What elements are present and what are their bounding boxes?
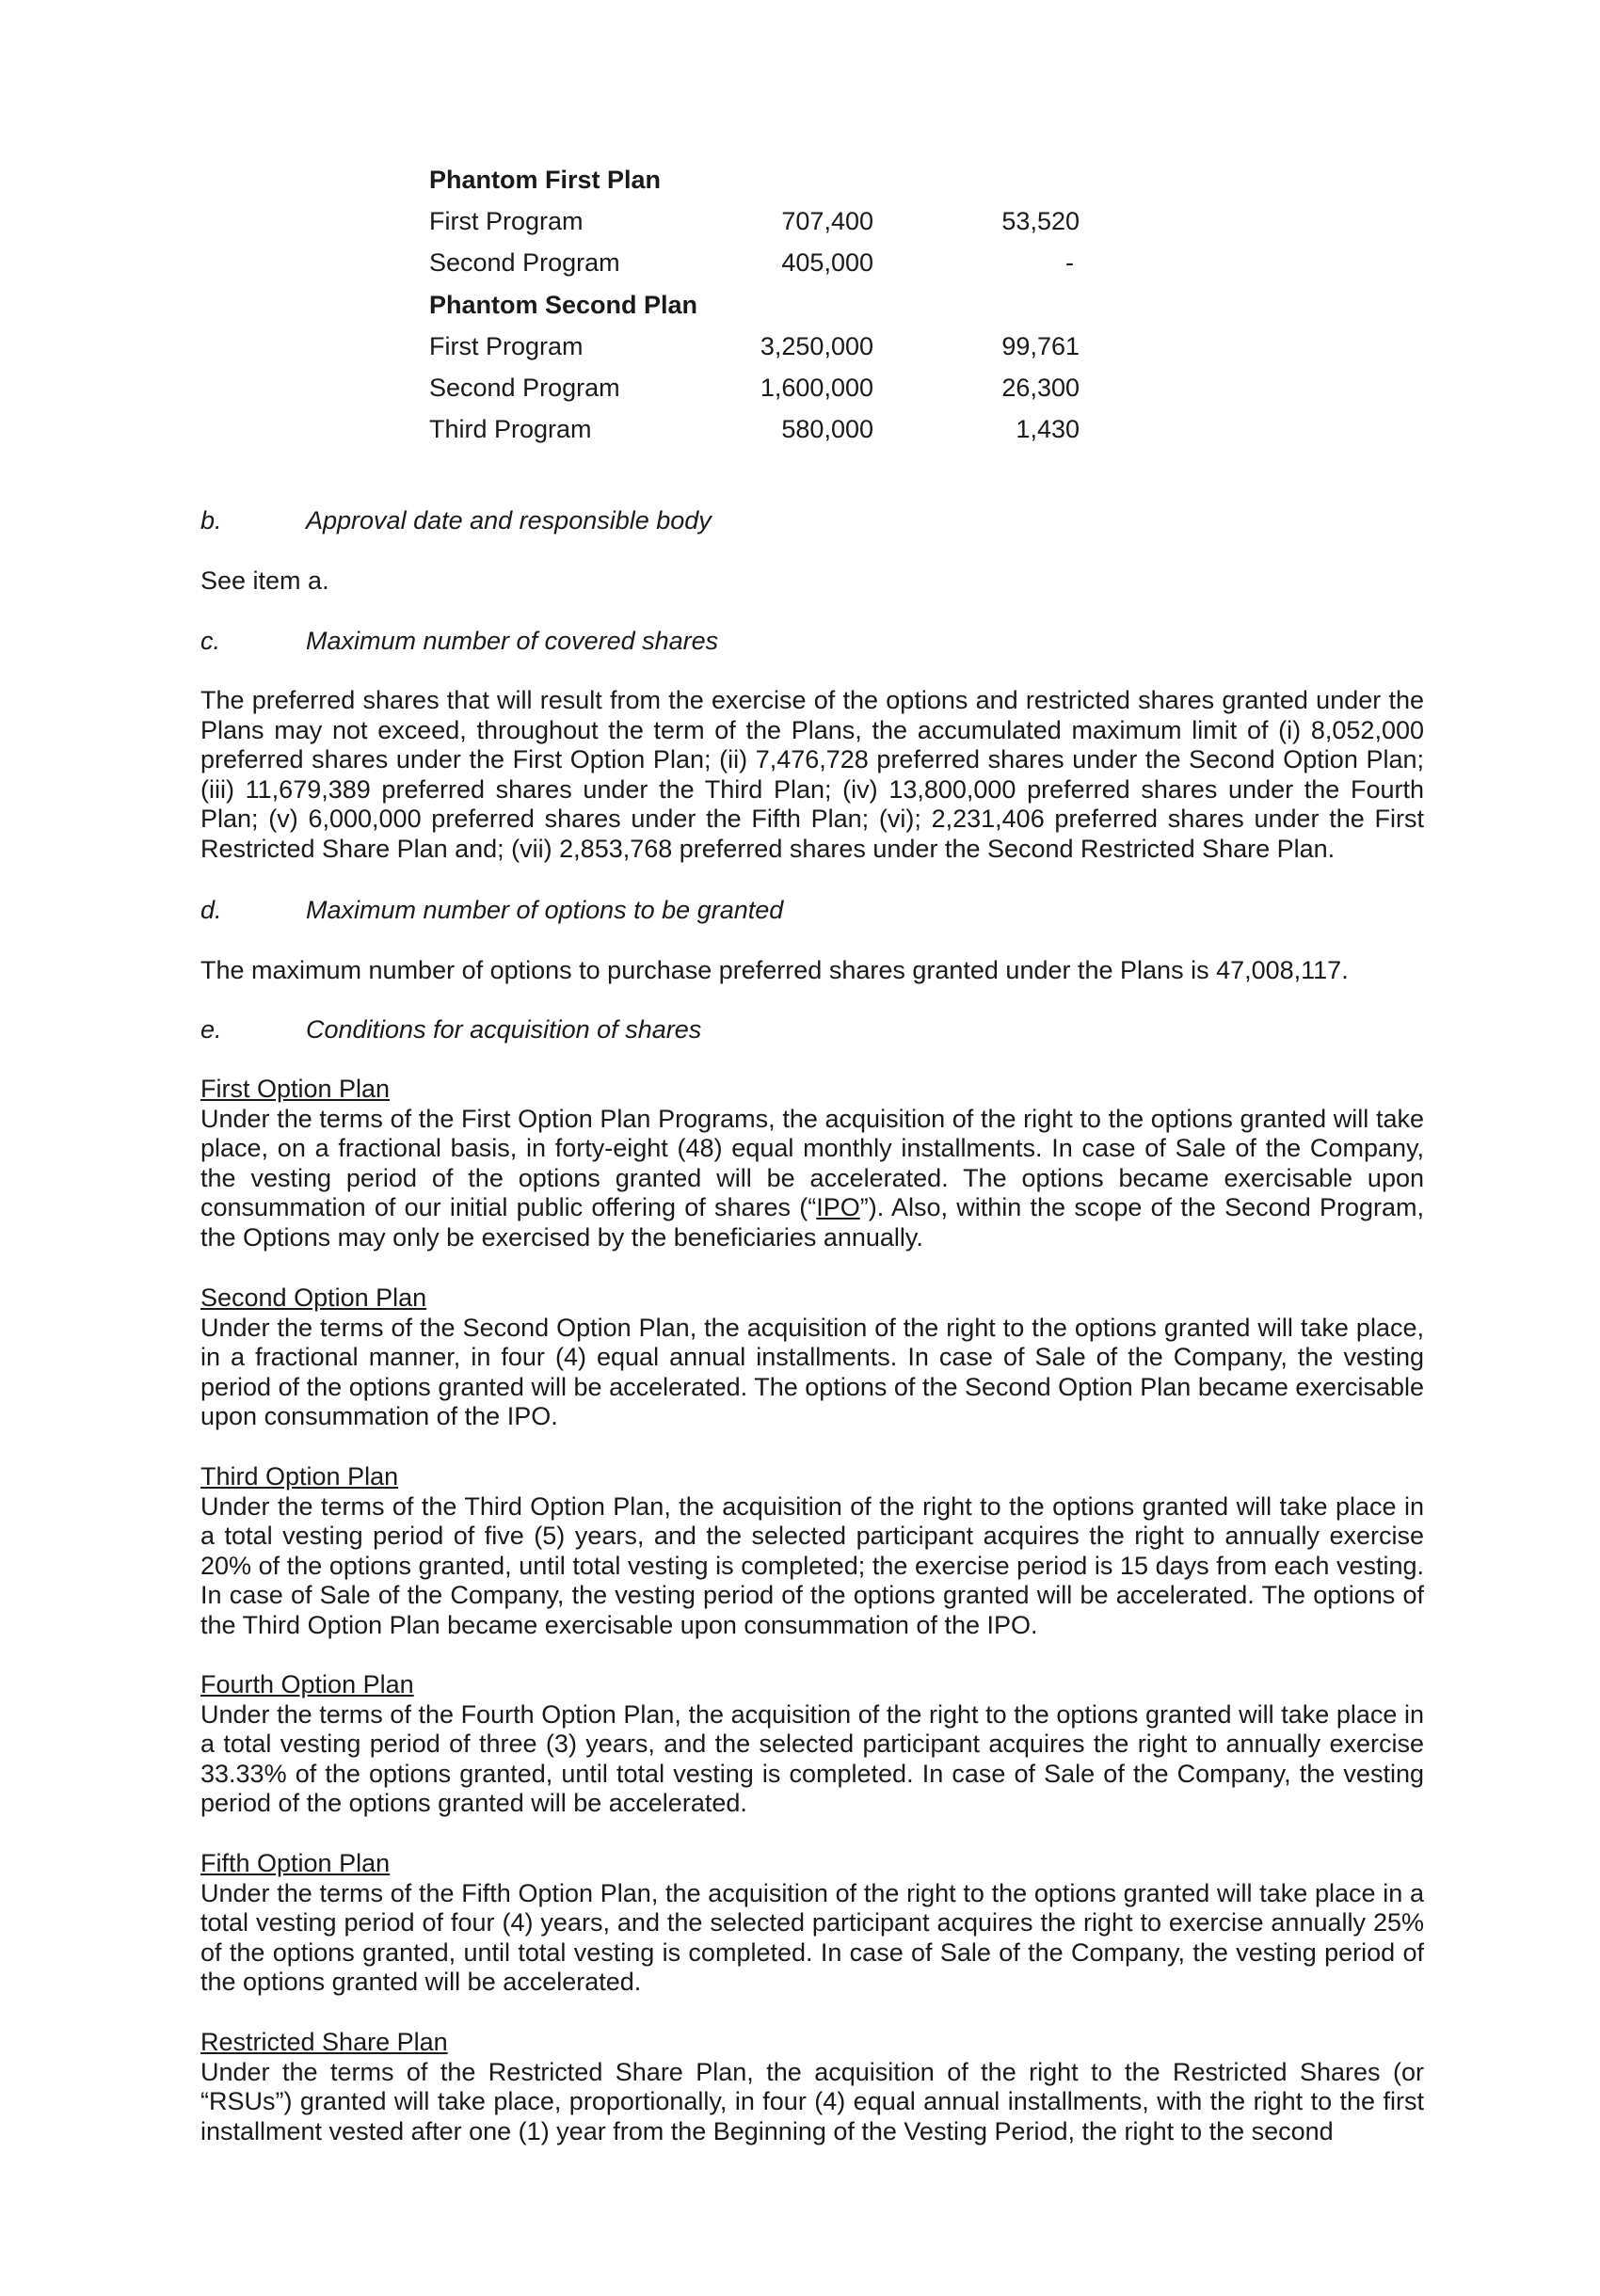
table-row-label: Second Program	[429, 373, 620, 402]
second-option-plan-block	[200, 1284, 1424, 1432]
section-letter: c.	[200, 627, 221, 655]
section-letter: e.	[200, 1015, 222, 1044]
fifth-option-plan-text: Under the terms of the Fifth Option Plan, the acquisition of the right to the options granted will take place in a total vesting period of four (4) years, and the selected participant acquires the right to exercise annually 25% of the options granted, until total vesting is completed. In case of Sale of the Company, the vesting period of the options granted will be accelerated.	[200, 1878, 1424, 1997]
fourth-option-plan-text: Under the terms of the Fourth Option Plan, the acquisition of the right to the options granted will take place in a total vesting period of three (3) years, and the selected participant acquires the right to annually exercise 33.33% of the options granted, until total vesting is completed. In case of Sale of the Company, the vesting period of the options granted will be accelerated.	[200, 1699, 1424, 1818]
table-cell-value: 580,000	[781, 415, 873, 444]
table-row	[429, 289, 1088, 330]
table-row-label: First Program	[429, 331, 584, 360]
restricted-share-plan-block	[200, 2028, 1424, 2146]
restricted-share-plan-text: Under the terms of the Restricted Share Plan, the acquisition of the right to the Restricted Shares (or “RSUs”) granted will take place, proportionally, in four (4) equal annual installments, with the right to the first installment vested after one (1) year from the Beginning of the Vesting Period, the right to the second	[200, 2057, 1424, 2145]
table-cell-value: 99,761	[1001, 331, 1080, 360]
section-letter: d.	[200, 896, 222, 924]
second-option-plan-heading: Second Option Plan	[200, 1284, 427, 1312]
table-row-label: Phantom First Plan	[429, 166, 662, 194]
table-cell-value: 3,250,000	[760, 331, 873, 360]
table-row	[429, 372, 1088, 413]
table-row-label: Phantom Second Plan	[429, 290, 698, 319]
table-cell-value: 1,600,000	[760, 373, 873, 402]
table-row-label: Third Program	[429, 415, 592, 444]
table-cell-value: -	[1065, 248, 1074, 278]
table-row-label: Second Program	[429, 248, 620, 278]
table-row	[429, 205, 1088, 247]
phantom-plan-table	[429, 164, 1088, 454]
table-row-label: First Program	[429, 207, 584, 236]
section-title: Approval date and responsible body	[306, 506, 712, 534]
ipo-term: IPO	[816, 1193, 860, 1222]
table-cell-value: 405,000	[781, 248, 873, 278]
restricted-share-plan-heading: Restricted Share Plan	[200, 2028, 448, 2056]
third-option-plan-block	[200, 1462, 1424, 1641]
table-row	[429, 247, 1088, 288]
table-cell-value: 26,300	[1001, 373, 1080, 402]
section-c-body: The preferred shares that will result from the exercise of the options and restricted shares granted under the Plans may not exceed, throughout the term of the Plans, the accumulated maximum limit of (i) 8,052,000 preferred shares under the First Option Plan; (ii) 7,476,728 preferred shares under the Second Option Plan; (iii) 11,679,389 preferred shares under the Third Plan; (iv) 13,800,000 preferred shares under the Fourth Plan; (v) 6,000,000 preferred shares under the Fifth Plan; (vi); 2,231,406 preferred shares under the First Restricted Share Plan and; (vii) 2,853,768 preferred shares under the Second Restricted Share Plan.	[200, 686, 1424, 863]
second-option-plan-text: Under the terms of the Second Option Plan, the acquisition of the right to the options granted will take place, in a fractional manner, in four (4) equal annual installments. In case of Sale of the Company, the vesting period of the options granted will be accelerated. The options of the Second Option Plan became exercisable upon consummation of the IPO.	[200, 1313, 1424, 1431]
section-title: Maximum number of options to be granted	[306, 896, 784, 924]
table-cell-value: 1,430	[1016, 415, 1080, 444]
table-row	[429, 164, 1088, 205]
fourth-option-plan-block	[200, 1670, 1424, 1819]
section-b-body: See item a.	[200, 566, 329, 595]
fifth-option-plan-block	[200, 1849, 1424, 1998]
first-option-plan-block	[200, 1075, 1424, 1253]
table-row	[429, 330, 1088, 372]
section-title: Maximum number of covered shares	[306, 627, 719, 655]
first-option-plan-text-end: ”). Also, within the scope of the Second Program, the Options may only be exercised by the beneficiaries annually.	[200, 1193, 1424, 1252]
table-row	[429, 413, 1088, 454]
section-title: Conditions for acquisition of shares	[306, 1015, 702, 1044]
table-cell-value: 53,520	[1001, 207, 1080, 236]
section-d-body: The maximum number of options to purchase preferred shares granted under the Plans is 47,008,117.	[200, 956, 1349, 984]
table-cell-value: 707,400	[781, 207, 873, 236]
first-option-plan-heading: First Option Plan	[200, 1075, 391, 1103]
third-option-plan-text: Under the terms of the Third Option Plan, the acquisition of the right to the options granted will take place in a total vesting period of five (5) years, and the selected participant acquires the right to annually exercise 20% of the options granted, until total vesting is completed; the exercise period is 15 days from each vesting. In case of Sale of the Company, the vesting period of the options granted will be accelerated. The options of the Third Option Plan became exercisable upon consummation of the IPO.	[200, 1491, 1424, 1639]
fifth-option-plan-heading: Fifth Option Plan	[200, 1849, 391, 1877]
fourth-option-plan-heading: Fourth Option Plan	[200, 1670, 414, 1698]
first-option-plan-text: Under the terms of the First Option Plan Programs, the acquisition of the right to the options granted will take place, on a fractional basis, in forty-eight (48) equal monthly installments. In case of Sale of the Company, the vesting period of the options granted will be accelerated. The options became exercisable upon consummation of our initial public offering of shares (“	[200, 1104, 1424, 1222]
third-option-plan-heading: Third Option Plan	[200, 1462, 399, 1491]
section-letter: b.	[200, 506, 222, 534]
